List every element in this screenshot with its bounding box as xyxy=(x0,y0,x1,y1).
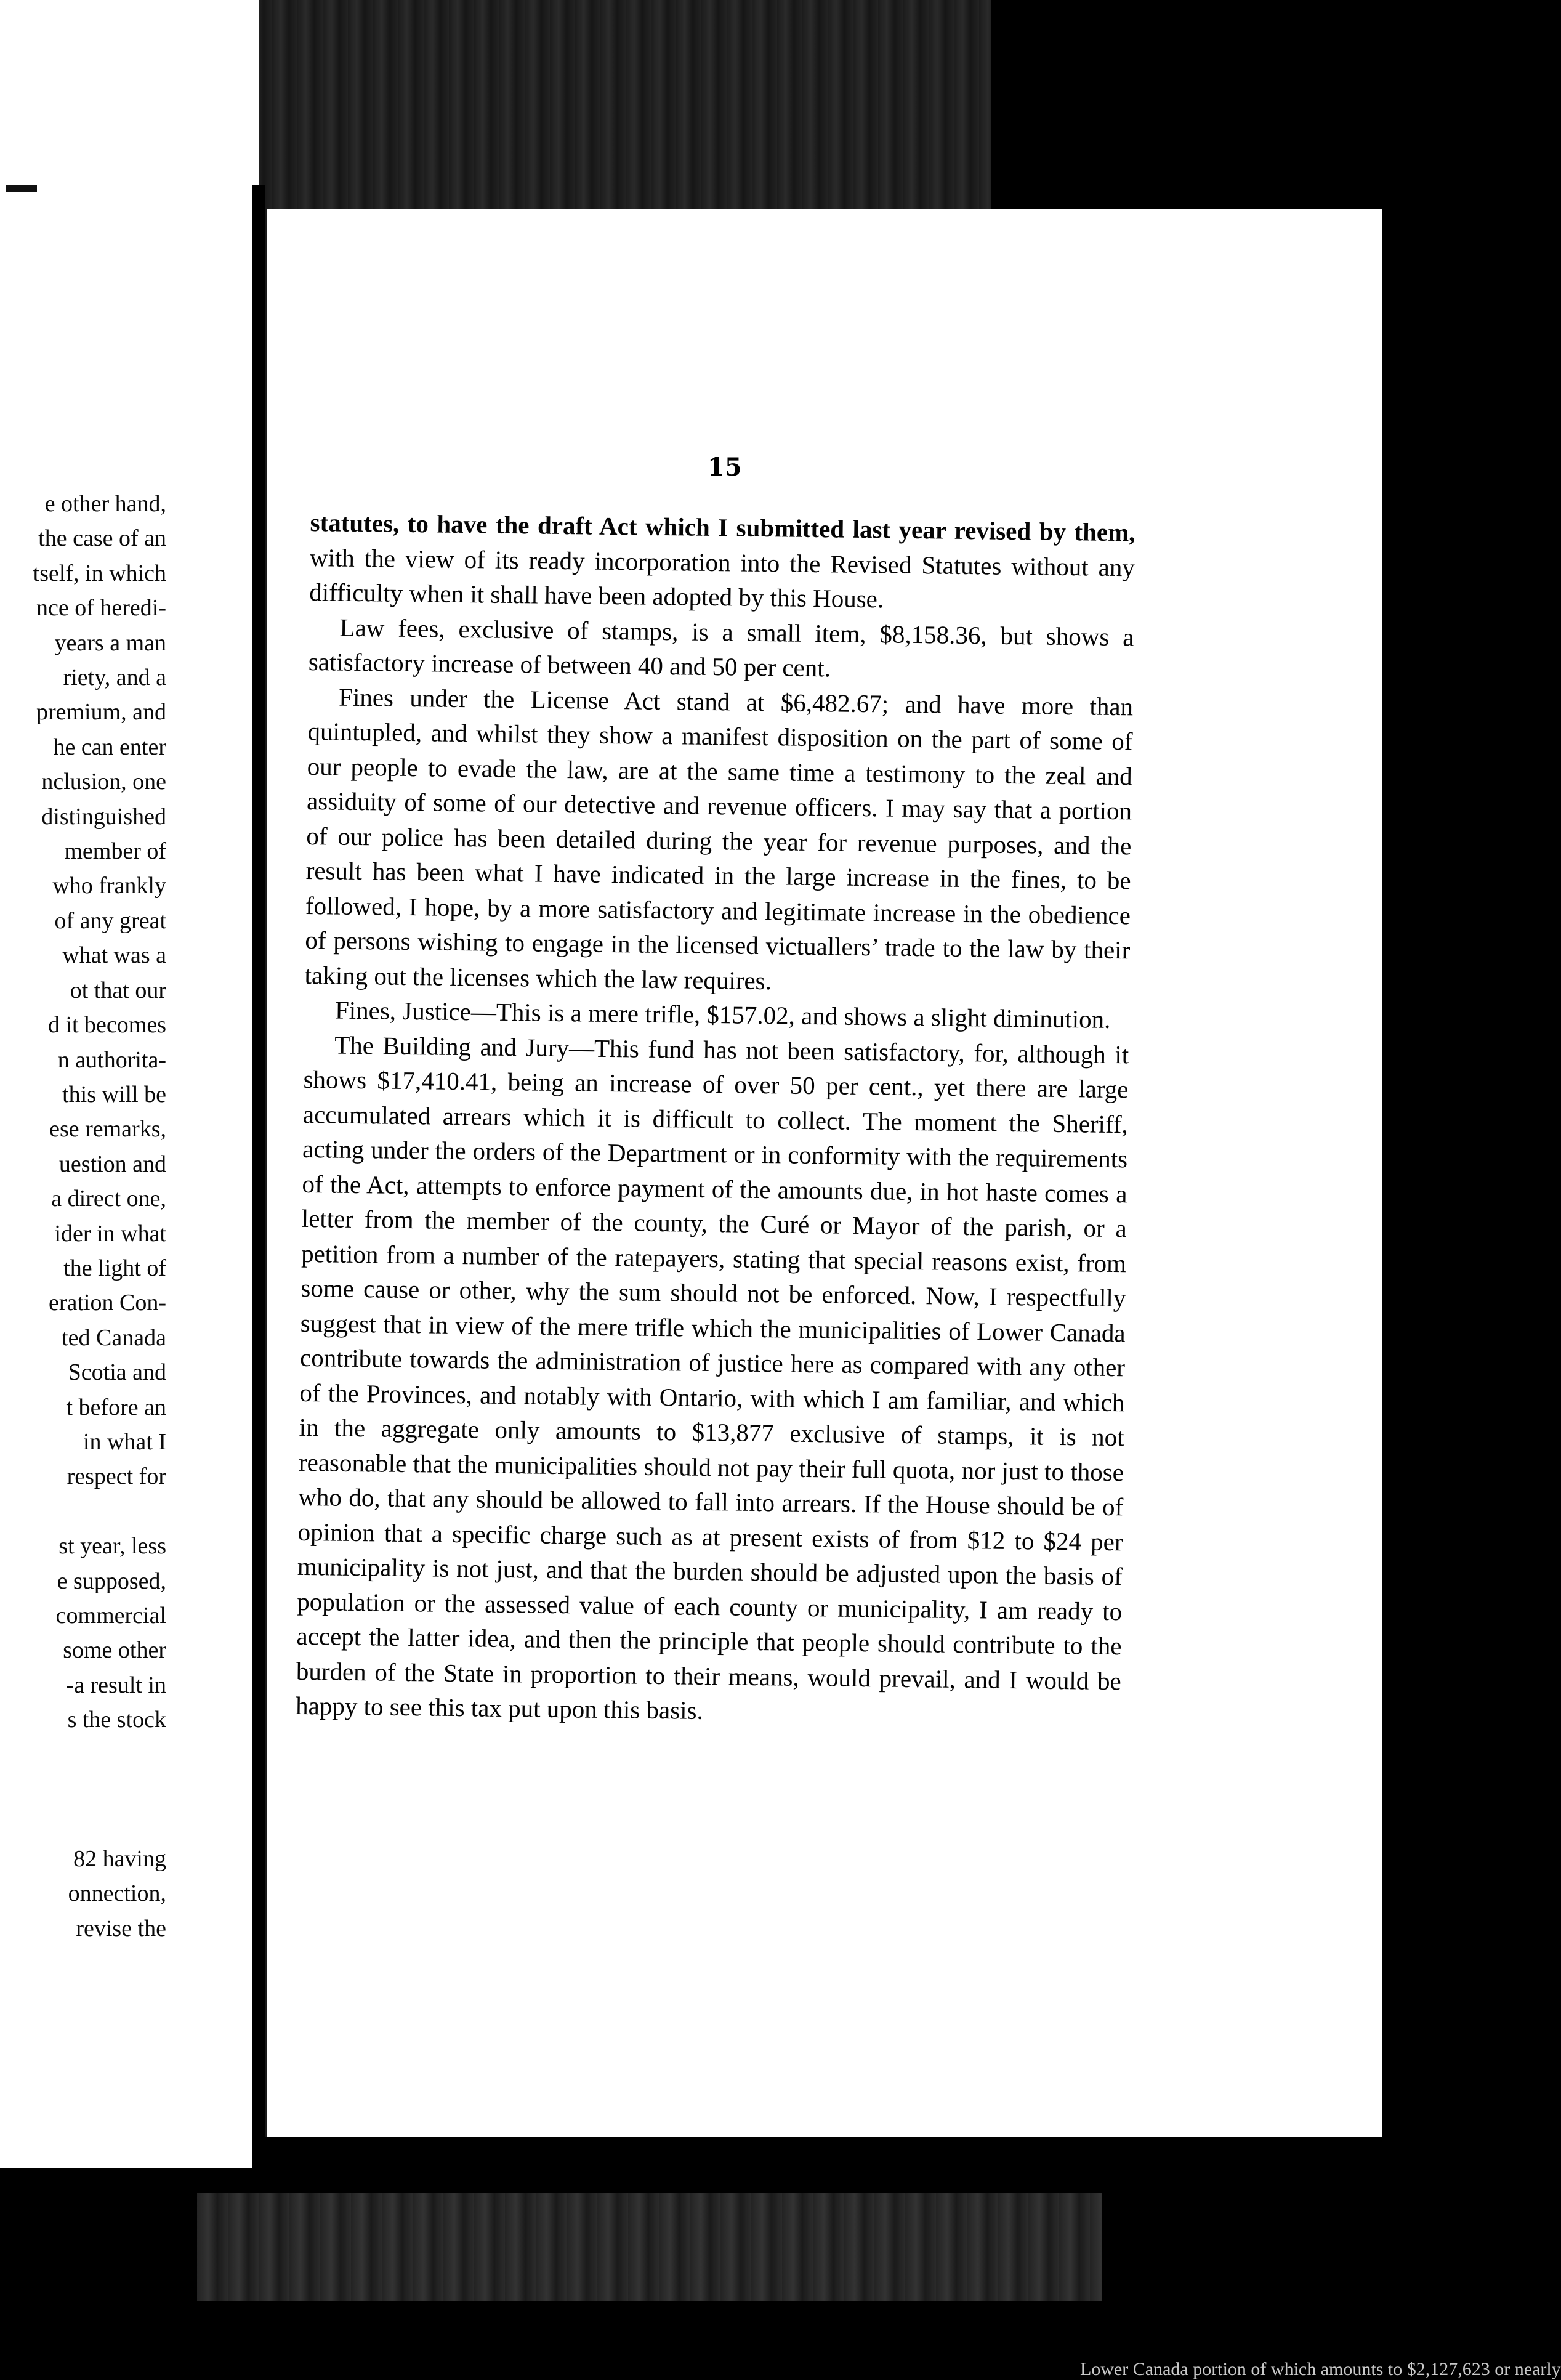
left-page-line: uestion and xyxy=(58,1151,166,1177)
left-page-line: nclusion, one xyxy=(41,769,166,795)
left-page-line: ted Canada xyxy=(62,1324,166,1351)
book-gutter xyxy=(252,185,265,2168)
left-page-line-gap xyxy=(33,1772,166,1807)
paragraph-statutes xyxy=(309,505,1135,620)
scanner-surround-top xyxy=(222,0,991,222)
left-page-line: e supposed, xyxy=(57,1568,166,1594)
left-page-line: distinguished xyxy=(41,803,166,830)
paragraph-lead-bold: statutes, to have the draft Act which I submitted last year revised by them, xyxy=(310,508,1135,547)
left-page-line: commercial xyxy=(55,1602,166,1629)
left-page-line: Scotia and xyxy=(68,1359,166,1386)
left-page-line: he can enter xyxy=(53,734,166,760)
left-page-line: e other hand, xyxy=(44,491,166,517)
left-page-line-gap xyxy=(33,1494,166,1529)
body-text xyxy=(296,505,1135,1733)
left-page-line: t before an xyxy=(66,1394,166,1420)
paragraph-building-jury: The Building and Jury—This fund has not been satisfactory, for, although it shows $17,410.41, being an increase of over 50 per cent., yet there are large accumulated arrears which it is difficult to collect. The moment the Sheriff, acting under the orders of the Department or in conformity with the requirements of the Act, attempts to enforce payment of the amounts due, in hot haste comes a letter from the member of the county, the Curé or Mayor of the parish, or a petition from a number of the ratepayers, stating that special reasons exist, from some cause or other, why the sum should not be enforced. Now, I respectfully suggest that in view of the mere trifle which the municipalities of Lower Canada contribute towards the administration of justice here as compared with any other of the Provinces, and notably with Ontario, with which I am familiar, and which in the aggregate only amounts to $13,877 exclusive of stamps, it is not reasonable that the municipalities should not pay their full quota, nor just to those who do, that any should be allowed to fall into arrears. If the House should be of opinion that a specific charge such as at present exists of from $12 to $24 per municipality is not just, and that the burden should be adjusted upon the basis of population or the assessed value of each county or municipality, I am ready to accept the latter idea, and then the principle that people should contribute to the burden of the State in proportion to their means, would prevail, and I would be happy to see this tax put upon this basis. xyxy=(295,1030,1129,1725)
left-page-line: member of xyxy=(64,838,166,865)
left-page-line: the light of xyxy=(63,1255,166,1281)
left-page-line: in what I xyxy=(83,1428,166,1455)
left-page-line: ese remarks, xyxy=(49,1116,166,1143)
paragraph-fines-justice: Fines, Justice—This is a mere trifle, $157.02, and shows a slight diminution. xyxy=(334,995,1111,1034)
left-page-line: the case of an xyxy=(38,525,166,552)
left-page-text-column xyxy=(33,487,166,1946)
left-page-line-gap xyxy=(33,1807,166,1841)
left-page-line-gap xyxy=(33,1738,166,1772)
left-page-line: premium, and xyxy=(36,699,166,726)
left-page-line: 82 having xyxy=(73,1845,166,1872)
left-page-line: ider in what xyxy=(54,1220,166,1247)
left-page-line: years a man xyxy=(54,629,166,656)
paragraph-continuation: with the view of its ready incorporation into the Revised Statutes without any difficulty when it shall have been adopted by this House. xyxy=(309,543,1135,613)
left-page-line: ot that our xyxy=(70,977,166,1003)
left-page-edge-mark xyxy=(6,185,37,192)
left-page-corner xyxy=(0,0,222,148)
left-facing-page xyxy=(0,0,259,2168)
left-page-line: -a result in xyxy=(66,1672,166,1698)
left-page-line: onnection, xyxy=(68,1880,166,1907)
left-page-line: revise the xyxy=(76,1915,166,1941)
left-page-line: tself, in which xyxy=(33,560,166,586)
left-page-line: st year, less xyxy=(58,1533,166,1560)
left-page-line: riety, and a xyxy=(63,665,166,691)
left-page-line: who frankly xyxy=(52,873,166,899)
left-page-line: this will be xyxy=(62,1081,166,1107)
left-page-line: eration Con- xyxy=(48,1290,166,1316)
bleed-through-text: Lower Canada portion of which amounts to $2,127,623 or nearly xyxy=(1080,2359,1561,2379)
paragraph-license-fines: Fines under the License Act stand at $6,482.67; and have more than quintupled, and whilst they show a manifest disposition on the part of some of our people to evade the law, are at the same time a testimony to the zeal and assiduity of some of our detective and revenue officers. I may say that a portion of our police has been detailed during the year for revenue purposes, and the result has been what I have indicated in the large increase in the fines, to be followed, I hope, by a more satisfactory and legitimate increase in the obedience of persons wishing to engage in the licensed victuallers’ trade to the law by their taking out the licenses which the law requires. xyxy=(304,682,1134,995)
left-page-line: n authorita- xyxy=(57,1046,166,1073)
page-number: 15 xyxy=(708,453,742,482)
scanner-surround-bottom xyxy=(197,2193,1102,2301)
left-page-line: a direct one, xyxy=(51,1186,166,1212)
left-page-line: respect for xyxy=(67,1463,166,1490)
paragraph-law-fees: Law fees, exclusive of stamps, is a small item, $8,158.36, but shows a satisfactory increase of between 40 and 50 per cent. xyxy=(308,613,1134,682)
left-page-line: some other xyxy=(63,1637,166,1664)
left-page-line: of any great xyxy=(54,907,166,934)
left-page-line: what was a xyxy=(62,942,166,969)
left-page-line: nce of heredi- xyxy=(36,595,166,621)
left-page-line: s the stock xyxy=(67,1707,166,1733)
main-page xyxy=(265,209,1561,2379)
left-page-line: d it becomes xyxy=(47,1012,166,1038)
